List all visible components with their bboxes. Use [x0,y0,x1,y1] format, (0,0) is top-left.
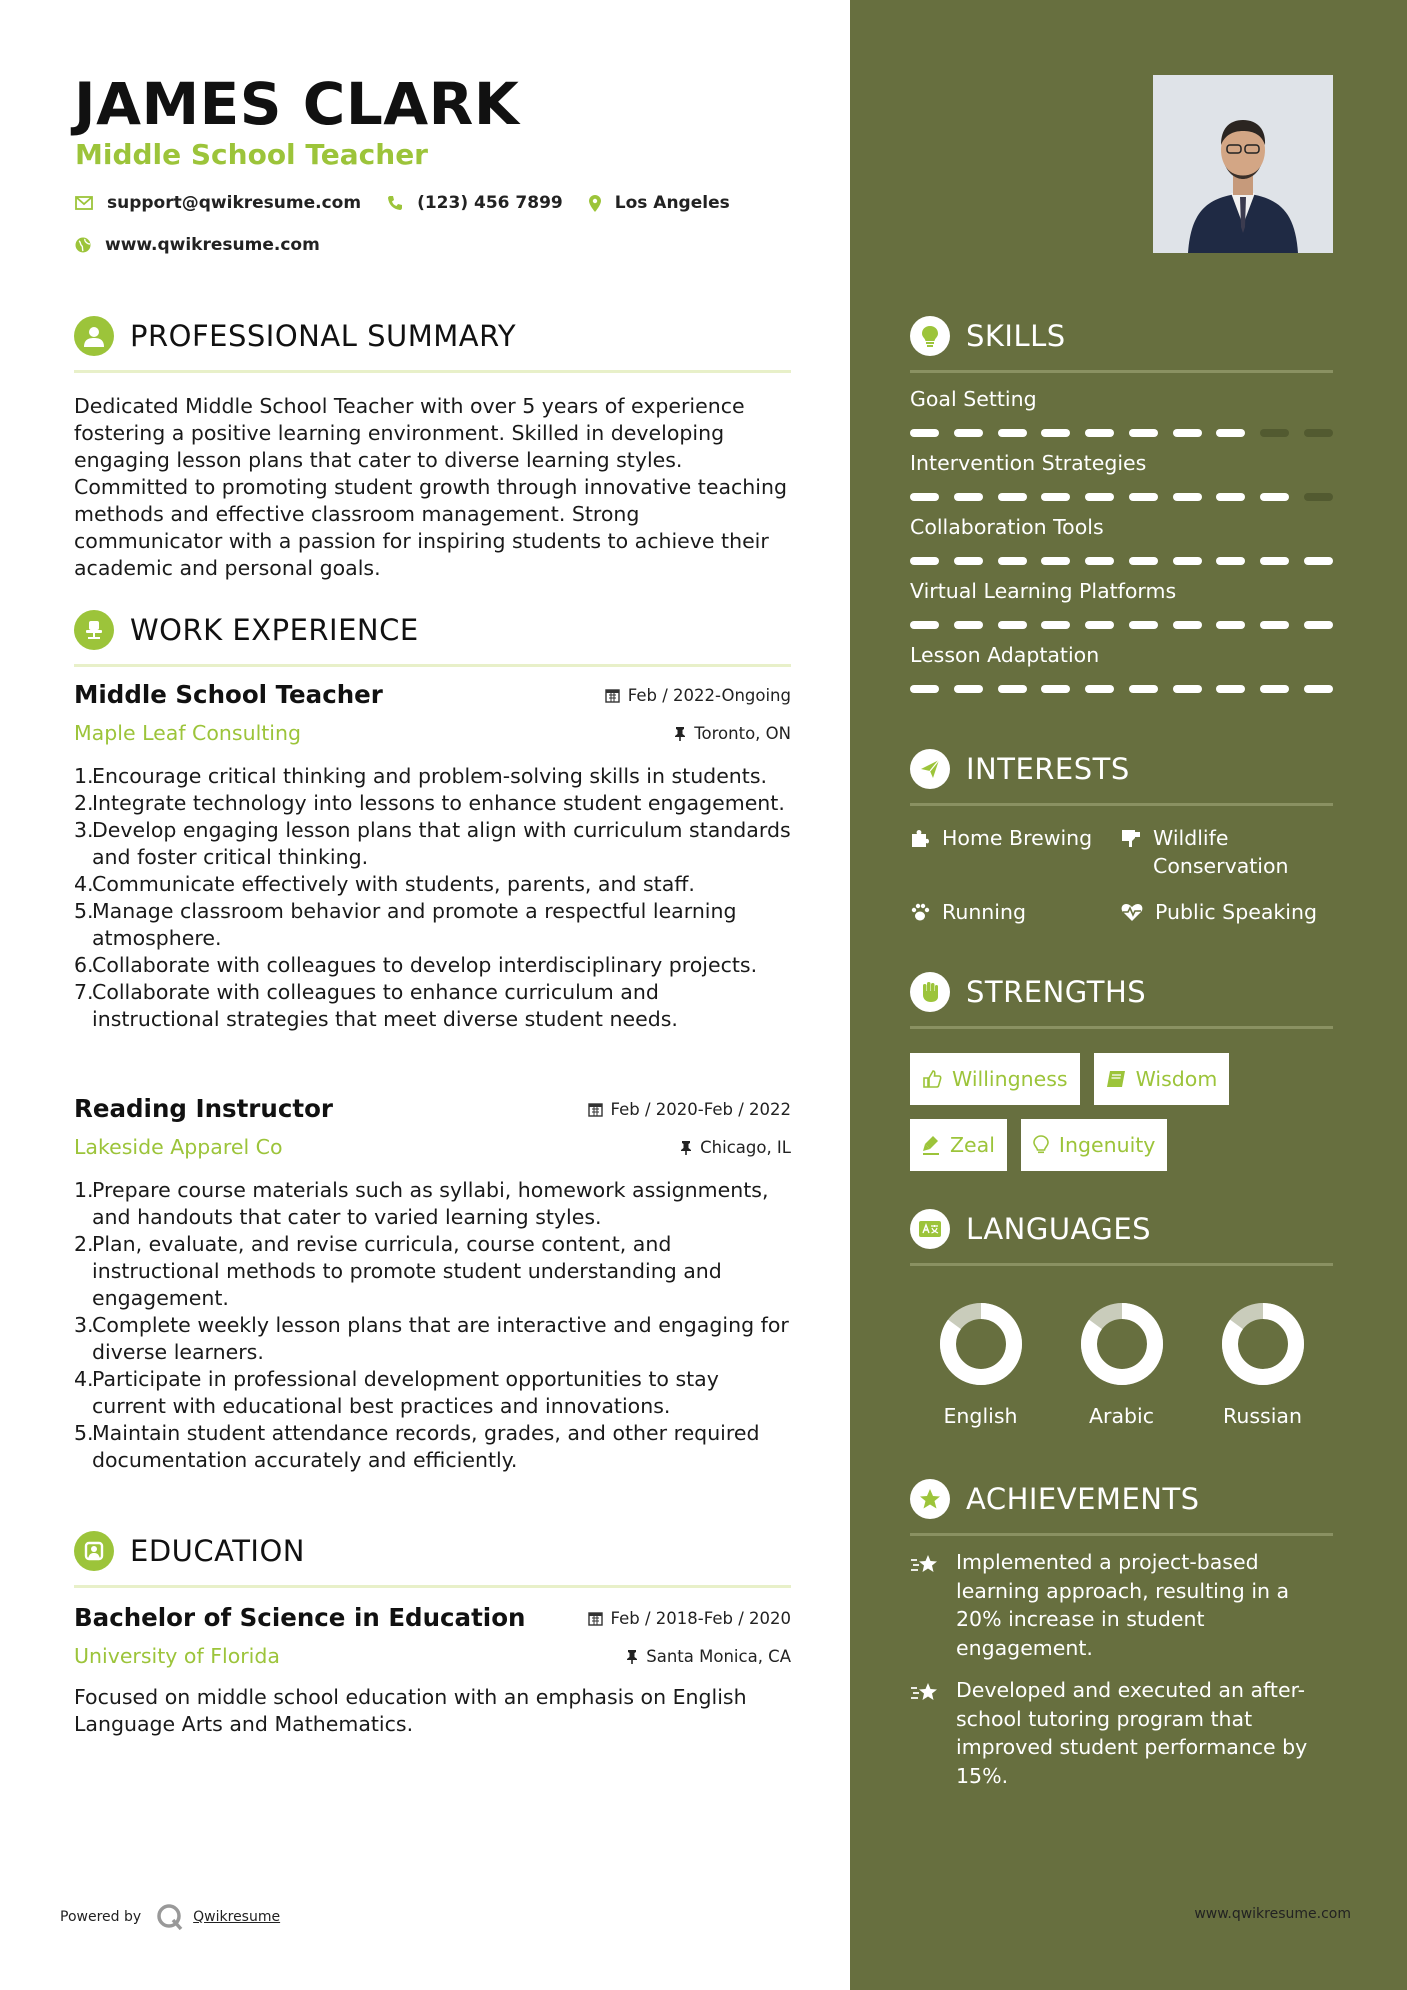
skill-rating [910,429,1333,437]
section-divider [910,1263,1333,1266]
lightbulb-icon [1033,1135,1049,1155]
phone-icon [387,195,403,211]
thumbs-up-icon [922,1069,942,1089]
website-text: www.qwikresume.com [105,235,320,255]
globe-icon [75,237,91,253]
section-title: LANGUAGES [966,1212,1152,1246]
rating-dot [1216,557,1245,565]
footer-powered-by [60,1902,280,1932]
section-title: ACHIEVEMENTS [966,1482,1200,1516]
candidate-title: Middle School Teacher [75,138,428,171]
skill-rating [910,493,1333,501]
rating-dot [910,685,939,693]
puzzle-icon [910,828,930,848]
job-location: Chicago, IL [680,1138,791,1157]
interest-item: Home Brewing [910,824,1121,880]
job-entry [74,1094,791,1474]
user-icon [74,316,114,356]
list-item: 6. Collaborate with colleagues to develop interdisciplinary projects. [74,953,758,977]
skill-name: Lesson Adaptation [910,643,1100,667]
skill-item [910,451,1333,501]
experience-section [74,608,791,667]
rating-dot [910,557,939,565]
contact-phone[interactable] [387,193,563,213]
powered-by-label: Powered by [60,1909,142,1925]
strengths-list [910,1053,1333,1185]
section-divider [74,664,791,667]
qwikresume-logo-icon [155,1902,185,1932]
skills-list [910,387,1333,693]
achievements-section [910,1477,1333,1790]
rating-dot [998,493,1027,501]
rating-dot [1173,685,1202,693]
qwikresume-link[interactable]: Qwikresume [193,1909,281,1925]
rating-dot [954,621,983,629]
rating-dot [954,685,983,693]
lightbulb-icon [910,316,950,356]
section-divider [74,370,791,373]
achievement-item: Developed and executed an after-school tutoring program that improved student performance by 15%. [910,1676,1333,1790]
rating-dot [1041,429,1070,437]
candidate-name: JAMES CLARK [74,70,520,138]
rating-dot [1041,685,1070,693]
skill-item [910,579,1333,629]
rating-dot [1085,429,1114,437]
job-role: Middle School Teacher [74,680,383,709]
rating-dot [1304,557,1333,565]
rating-dot [1129,621,1158,629]
rating-dot [1129,557,1158,565]
rating-dot [954,429,983,437]
education-dates: Feb / 2018-Feb / 2020 [588,1609,791,1628]
rating-dot [1041,621,1070,629]
section-divider [910,803,1333,806]
language-name: Russian [1223,1404,1302,1428]
rating-dot [1173,621,1202,629]
language-icon [910,1209,950,1249]
section-divider [910,1026,1333,1029]
fist-icon [910,972,950,1012]
summary-text: Dedicated Middle School Teacher with over 5 years of experience fostering a positive learning environment. Skilled in developing engaging lesson plans that cater to diverse learning styles. Committed to promoting student growth through innovative teaching methods and effective classroom management. Strong communicator with a passion for inspiring students to achieve their academic and personal goals. [74,394,787,580]
section-divider [74,1585,791,1588]
job-company: Maple Leaf Consulting [74,721,302,745]
skill-name: Collaboration Tools [910,515,1104,539]
list-item: 4. Participate in professional development opportunities to stay current with educational best practices and innovations. [74,1367,719,1418]
list-item: 2. Integrate technology into lessons to enhance student engagement. [74,791,785,815]
email-text: support@qwikresume.com [107,193,362,213]
list-item: 1. Prepare course materials such as syllabi, homework assignments, and handouts that cater to varied learning styles. [74,1178,769,1229]
profile-photo [1153,75,1333,253]
achievements-list [910,1548,1333,1790]
paper-plane-icon [910,749,950,789]
job-entry [74,680,791,1033]
skill-rating [910,685,1333,693]
strength-tag: Wisdom [1094,1053,1230,1105]
heartbeat-icon [1121,902,1143,922]
interest-item: Running [910,898,1121,926]
language-level-ring [1080,1302,1164,1386]
achievement-item: Implemented a project-based learning approach, resulting in a 20% increase in student engagement. [910,1548,1333,1662]
calendar-icon [588,1611,603,1626]
rating-dot [1216,685,1245,693]
education-entry [74,1603,791,1738]
job-company: Lakeside Apparel Co [74,1135,283,1159]
list-item: 4. Communicate effectively with students, parents, and staff. [74,872,695,896]
language-level-ring [939,1302,1023,1386]
footer-site-link[interactable]: www.qwikresume.com [1194,1906,1351,1922]
rating-dot [1304,685,1333,693]
job-dates: Feb / 2022-Ongoing [605,686,791,705]
rating-dot [1304,493,1333,501]
skill-name: Goal Setting [910,387,1037,411]
section-title: EDUCATION [130,1534,306,1568]
rating-dot [1041,557,1070,565]
list-item: 1. Encourage critical thinking and problem-solving skills in students. [74,764,768,788]
rating-dot [1173,493,1202,501]
list-item: 3. Develop engaging lesson plans that align with curriculum standards and foster critical thinking. [74,818,791,869]
contact-row [75,193,756,213]
graduate-icon [74,1531,114,1571]
education-section [74,1529,791,1588]
education-description: Focused on middle school education with an emphasis on English Language Arts and Mathematics. [74,1685,747,1736]
rating-dot [1085,621,1114,629]
list-item: 2. Plan, evaluate, and revise curricula, course content, and instructional methods to promote student understanding and engagement. [74,1232,722,1310]
contact-location [589,193,730,213]
shooting-star-icon [910,1680,940,1706]
paw-icon [910,902,930,922]
job-location: Toronto, ON [674,724,791,743]
rating-dot [998,557,1027,565]
pin-icon [674,726,686,741]
star-icon [910,1479,950,1519]
job-dates: Feb / 2020-Feb / 2022 [588,1100,791,1119]
rating-dot [954,493,983,501]
interests-section [910,747,1333,944]
strengths-section [910,970,1333,1185]
skill-item [910,515,1333,565]
rating-dot [910,429,939,437]
envelope-icon [75,196,93,210]
skill-rating [910,557,1333,565]
rating-dot [1085,557,1114,565]
skill-item [910,643,1333,693]
rating-dot [1260,685,1289,693]
skill-rating [910,621,1333,629]
shooting-star-icon [910,1552,940,1578]
section-title: INTERESTS [966,752,1130,786]
rating-dot [1260,429,1289,437]
book-icon [1106,1070,1126,1088]
rating-dot [1304,621,1333,629]
school: University of Florida [74,1644,280,1668]
interest-item: Wildlife Conservation [1121,824,1332,880]
rating-dot [1260,557,1289,565]
language-name: English [943,1404,1018,1428]
rating-dot [1216,621,1245,629]
skills-section [910,314,1333,693]
education-location: Santa Monica, CA [626,1647,791,1666]
rating-dot [910,493,939,501]
pin-icon [626,1649,638,1664]
pen-icon [922,1135,940,1155]
section-title: SKILLS [966,319,1066,353]
rating-dot [998,621,1027,629]
skill-item [910,387,1333,437]
calendar-icon [605,688,620,703]
skill-name: Virtual Learning Platforms [910,579,1177,603]
skill-name: Intervention Strategies [910,451,1147,475]
languages-section [910,1207,1333,1428]
job-duties [74,763,791,1033]
rating-dot [1085,685,1114,693]
list-item: 3. Complete weekly lesson plans that are interactive and engaging for diverse learners. [74,1313,789,1364]
degree: Bachelor of Science in Education [74,1603,526,1632]
rating-dot [954,557,983,565]
list-item: 5. Maintain student attendance records, grades, and other required documentation accurately and efficiently. [74,1421,760,1472]
section-title: STRENGTHS [966,975,1147,1009]
rating-dot [1085,493,1114,501]
rating-dot [1216,429,1245,437]
contact-row-2 [75,235,346,255]
rating-dot [998,685,1027,693]
rating-dot [1041,493,1070,501]
language-name: Arabic [1089,1404,1154,1428]
summary-section [74,314,791,582]
section-title: WORK EXPERIENCE [130,613,419,647]
contact-email[interactable] [75,193,361,213]
rating-dot [910,621,939,629]
section-divider [910,370,1333,373]
interests-list [910,824,1333,944]
chair-icon [74,610,114,650]
calendar-icon [588,1102,603,1117]
map-pin-icon [589,195,601,212]
pencil-eraser-icon [1121,828,1141,848]
strength-tag: Zeal [910,1119,1007,1171]
strength-tag: Willingness [910,1053,1080,1105]
list-item: 7. Collaborate with colleagues to enhance curriculum and instructional strategies that meet diverse student needs. [74,980,678,1031]
rating-dot [1216,493,1245,501]
strength-tag: Ingenuity [1021,1119,1168,1171]
pin-icon [680,1140,692,1155]
rating-dot [1260,621,1289,629]
rating-dot [1173,557,1202,565]
job-duties [74,1177,791,1474]
location-text: Los Angeles [614,193,730,213]
language-item [1051,1302,1192,1428]
phone-text: (123) 456 7899 [417,193,563,213]
language-item [910,1302,1051,1428]
list-item: 5. Manage classroom behavior and promote a respectful learning atmosphere. [74,899,737,950]
section-title: PROFESSIONAL SUMMARY [130,319,517,353]
rating-dot [1129,493,1158,501]
rating-dot [1129,429,1158,437]
rating-dot [1173,429,1202,437]
languages-list [910,1302,1333,1428]
rating-dot [1260,493,1289,501]
language-item [1192,1302,1333,1428]
job-role: Reading Instructor [74,1094,333,1123]
rating-dot [1304,429,1333,437]
interest-item: Public Speaking [1121,898,1332,926]
rating-dot [998,429,1027,437]
language-level-ring [1221,1302,1305,1386]
contact-website[interactable] [75,235,320,255]
section-divider [910,1533,1333,1536]
rating-dot [1129,685,1158,693]
